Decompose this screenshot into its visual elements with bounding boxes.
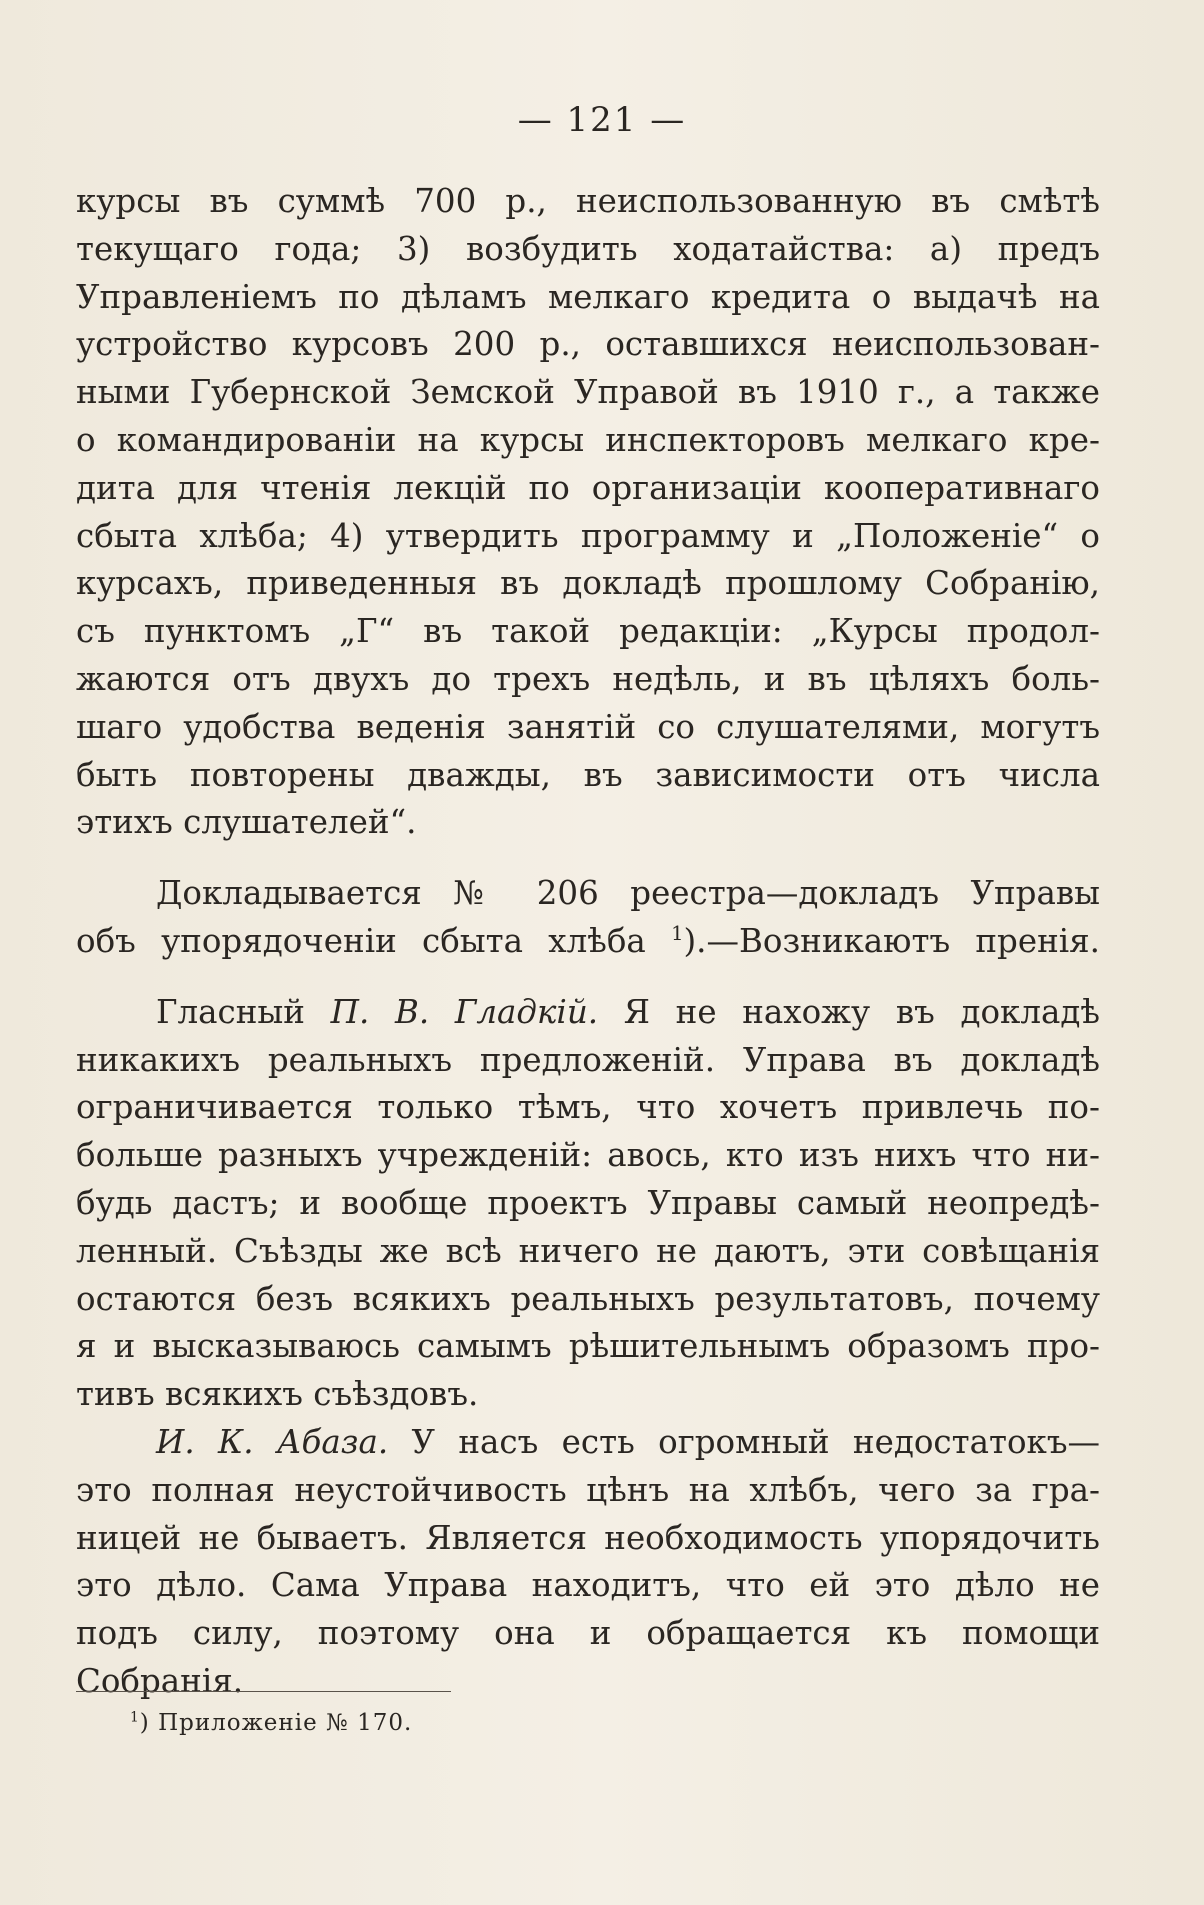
text-line: курсахъ, приведенныя въ докладѣ прошлому Собранію, [76, 564, 1100, 603]
text-line [76, 989, 1100, 1037]
paragraph-spacer [76, 847, 1100, 870]
text-line: о командированіи на курсы инспекторовъ мелкаго кре- [76, 420, 1100, 459]
text-line: устройство курсовъ 200 р., оставшихся неиспользован- [76, 325, 1100, 364]
paragraph-3 [76, 989, 1100, 1419]
text-line: курсы въ суммѣ 700 р., неиспользованную въ смѣтѣ [76, 182, 1100, 220]
text-line [76, 918, 1100, 966]
text-line: Собранія. [76, 1661, 244, 1700]
footnote-reference: 1 [671, 922, 684, 946]
text-line: съ пунктомъ „Г“ въ такой редакціи: „Курсы продол- [76, 612, 1100, 651]
text-line: сбыта хлѣба; 4) утвердить программу и „Положеніе“ о [76, 516, 1100, 555]
paragraph-spacer [76, 966, 1100, 989]
paragraph-2 [76, 870, 1100, 966]
text-line: шаго удобства веденія занятій со слушателями, могутъ [76, 707, 1100, 746]
text-fragment: Я не нахожу въ докладѣ [598, 992, 1100, 1031]
text-line: Управленіемъ по дѣламъ мелкаго кредита о выдачѣ на [76, 277, 1100, 316]
text-line: остаются безъ всякихъ реальныхъ результатовъ, почему [76, 1279, 1100, 1318]
text-line: это полная неустойчивость цѣнъ на хлѣбъ, чего за гра- [76, 1470, 1100, 1509]
text-line: больше разныхъ учрежденій: авось, кто изъ нихъ что ни- [76, 1136, 1100, 1175]
text-line: этихъ слушателей“. [76, 803, 417, 842]
page-number: — 121 — [517, 100, 687, 140]
footnote-mark: 1 [130, 1709, 140, 1726]
text-line: это дѣло. Сама Управа находитъ, что ей это дѣло не [76, 1566, 1100, 1605]
speaker-label: Гласный [156, 992, 331, 1031]
paragraph-1 [76, 178, 1100, 847]
text-line: ными Губернской Земской Управой въ 1910 г., а также [76, 373, 1100, 412]
footnote-text: ) Приложеніе № 170. [139, 1710, 413, 1736]
text-line: будь дастъ; и вообще проектъ Управы самый неопредѣ- [76, 1183, 1100, 1222]
text-line: быть повторены дважды, въ зависимости отъ числа [76, 755, 1100, 794]
text-line: ограничивается только тѣмъ, что хочетъ привлечь по- [76, 1088, 1100, 1127]
text-line: Докладывается № 206 реестра—докладъ Управы [156, 874, 1100, 913]
speaker-name: П. В. Гладкій. [330, 992, 599, 1031]
footnote [130, 1710, 412, 1736]
footnote-divider [76, 1691, 451, 1692]
text-line: тивъ всякихъ съѣздовъ. [76, 1375, 479, 1414]
text-fragment: У насъ есть огромный недостатокъ— [388, 1422, 1101, 1461]
text-line: жаются отъ двухъ до трехъ недѣль, и въ цѣляхъ боль- [76, 659, 1100, 698]
paragraph-4 [76, 1419, 1100, 1706]
text-line [76, 1419, 1100, 1467]
text-line: никакихъ реальныхъ предложеній. Управа въ докладѣ [76, 1040, 1100, 1079]
speaker-name: И. К. Абаза. [156, 1422, 389, 1461]
text-fragment: ).—Возникаютъ пренія. [683, 921, 1100, 960]
text-fragment: объ упорядоченіи сбыта хлѣба [76, 921, 672, 960]
text-line: текущаго года; 3) возбудить ходатайства: а) предъ [76, 229, 1100, 268]
text-line: я и высказываюсь самымъ рѣшительнымъ образомъ про- [76, 1327, 1100, 1366]
body-text [76, 178, 1100, 1706]
text-line: подъ силу, поэтому она и обращается къ помощи [76, 1614, 1100, 1653]
text-line: ленный. Съѣзды же всѣ ничего не даютъ, эти совѣщанія [76, 1231, 1100, 1270]
text-line: ницей не бываетъ. Является необходимость упорядочить [76, 1518, 1100, 1557]
text-line: дита для чтенія лекцій по организаціи кооперативнаго [76, 468, 1100, 507]
